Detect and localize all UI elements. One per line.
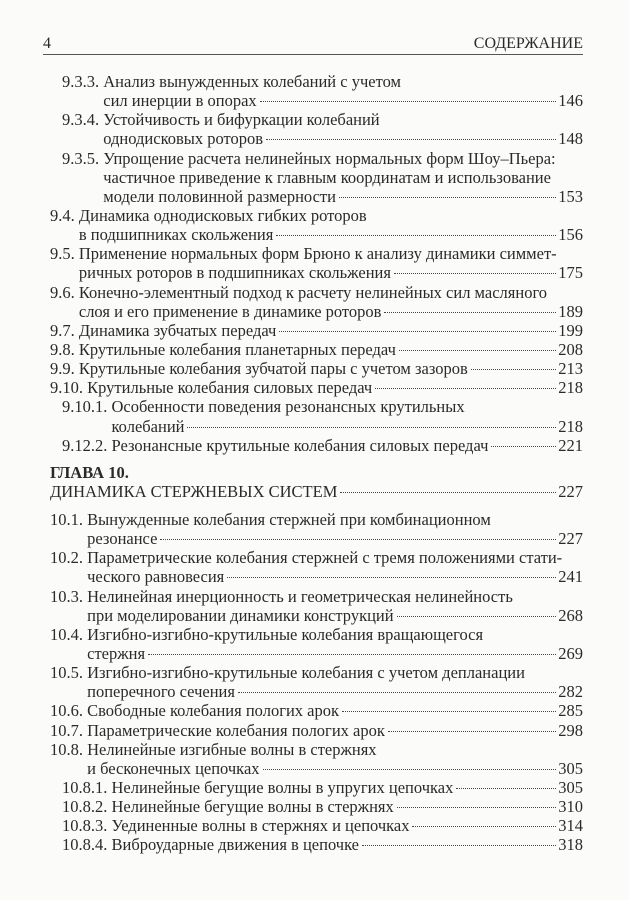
toc-line xyxy=(0,283,583,302)
section-title: Динамика зубчатых передач xyxy=(78,320,277,340)
chapter-title: ДИНАМИКА СТЕРЖНЕВЫХ СИСТЕМ xyxy=(50,482,338,502)
toc-line xyxy=(0,567,583,586)
toc-line xyxy=(0,321,583,340)
section-number: 9.9. xyxy=(50,359,79,379)
page-number: 285 xyxy=(558,701,583,721)
running-title: СОДЕРЖАНИЕ xyxy=(473,35,583,52)
toc-entry[interactable] xyxy=(0,110,583,148)
section-title: Параметрические колебания пологих арок xyxy=(87,720,385,740)
toc-line xyxy=(0,663,583,682)
toc-line xyxy=(0,340,583,359)
page-number: 282 xyxy=(558,682,583,702)
page-number: 318 xyxy=(558,835,583,855)
toc-line xyxy=(0,548,583,567)
dot-leader xyxy=(456,788,556,789)
page-number: 268 xyxy=(558,605,583,625)
section-title: Динамика однодисковых гибких роторов xyxy=(78,205,367,225)
toc-line xyxy=(0,149,583,168)
dot-leader xyxy=(362,845,556,846)
section-number: 10.3. xyxy=(50,586,88,606)
dot-leader xyxy=(399,350,556,351)
toc-line xyxy=(0,302,583,321)
section-number: 9.3.3. xyxy=(62,72,104,91)
section-title: Параметрические колебания стержней с тремя положениями стати- xyxy=(87,548,563,568)
toc-entry[interactable] xyxy=(0,740,583,778)
dot-leader xyxy=(148,654,556,655)
toc-line xyxy=(0,510,583,529)
toc-line xyxy=(0,759,583,778)
section-number: 10.8.3. xyxy=(62,816,112,836)
toc-line xyxy=(0,378,583,397)
toc-entry[interactable] xyxy=(0,436,583,455)
toc-line xyxy=(0,187,583,206)
section-title: поперечного сечения xyxy=(87,682,235,702)
toc-line xyxy=(0,91,583,110)
toc-line xyxy=(0,625,583,644)
toc-entry[interactable] xyxy=(0,149,583,206)
section-title: однодисковых роторов xyxy=(103,129,264,149)
section-title: слоя и его применение в динамике роторов xyxy=(78,301,382,321)
page-number: 305 xyxy=(558,777,583,797)
dot-leader xyxy=(340,492,556,493)
section-title: Крутильные колебания зубчатой пары с учетом зазоров xyxy=(78,359,468,379)
toc-line xyxy=(0,721,583,740)
toc-line xyxy=(0,644,583,663)
section-title: Вынужденные колебания стержней при комбинационном xyxy=(87,510,491,529)
toc-chapter-10-heading xyxy=(0,463,583,501)
toc-entry[interactable] xyxy=(0,835,583,854)
section-title: резонансе xyxy=(87,529,158,549)
section-title: сил инерции в опорах xyxy=(103,91,257,111)
chapter-label-row xyxy=(0,463,583,482)
toc-line xyxy=(0,740,583,759)
toc-line xyxy=(0,682,583,701)
section-title: Конечно-элементный подход к расчету нелинейных сил масляного xyxy=(78,282,548,302)
page-number: 146 xyxy=(558,91,583,111)
toc-line xyxy=(0,417,583,436)
toc-entry[interactable] xyxy=(0,663,583,701)
page-number: 4 xyxy=(43,35,51,52)
page-number: 175 xyxy=(558,263,583,283)
dot-leader xyxy=(412,826,556,827)
section-title: и бесконечных цепочках xyxy=(87,758,260,778)
page-number: 189 xyxy=(558,301,583,321)
toc-line xyxy=(0,397,583,416)
section-title: Устойчивость и бифуркации колебаний xyxy=(103,110,380,130)
toc-entry[interactable] xyxy=(0,797,583,816)
dot-leader xyxy=(342,711,556,712)
page-number: 153 xyxy=(558,186,583,206)
toc-chapter-10-entries xyxy=(0,510,583,855)
page-number: 221 xyxy=(558,435,583,455)
toc-entry[interactable] xyxy=(0,778,583,797)
section-number: 10.8.4. xyxy=(62,835,112,855)
toc-entry[interactable] xyxy=(0,587,583,625)
section-title: Виброударные движения в цепочке xyxy=(111,835,359,855)
section-number: 10.8.1. xyxy=(62,777,112,797)
section-title: Особенности поведения резонансных крутильных xyxy=(111,397,465,417)
toc-line xyxy=(0,129,583,148)
section-title: Нелинейная инерционность и геометрическая нелинейность xyxy=(87,586,513,606)
section-number: 10.7. xyxy=(50,720,88,740)
toc-line xyxy=(0,701,583,720)
dot-leader xyxy=(388,731,556,732)
section-number: 9.3.5. xyxy=(62,148,104,168)
section-number: 9.3.4. xyxy=(62,110,104,130)
dot-leader xyxy=(491,446,556,447)
section-number: 9.10. xyxy=(50,378,88,398)
section-title: Крутильные колебания силовых передач xyxy=(87,378,373,398)
toc-entry[interactable] xyxy=(0,378,583,397)
section-title: Нелинейные бегущие волны в стержнях xyxy=(111,797,394,817)
section-number: 10.5. xyxy=(50,663,88,683)
toc-line xyxy=(0,606,583,625)
toc-entry[interactable] xyxy=(0,625,583,663)
toc-line xyxy=(0,244,583,263)
section-title: Применение нормальных форм Брюно к анализу динамики симмет- xyxy=(78,244,557,264)
dot-leader xyxy=(227,577,556,578)
section-number: 9.7. xyxy=(50,320,79,340)
section-title: Изгибно-изгибно-крутильные колебания вращающегося xyxy=(87,624,484,644)
toc-chapter-9-entries xyxy=(0,72,583,455)
dot-leader xyxy=(375,388,556,389)
page-number: 298 xyxy=(558,720,583,740)
dot-leader xyxy=(260,101,557,102)
section-title: модели половинной размерности xyxy=(103,186,336,206)
dot-leader xyxy=(266,139,556,140)
page-number: 156 xyxy=(558,225,583,245)
section-title: Анализ вынужденных колебаний с учетом xyxy=(103,72,401,91)
toc-line xyxy=(0,797,583,816)
section-number: 9.4. xyxy=(50,205,79,225)
toc-entry[interactable] xyxy=(0,340,583,359)
section-number: 9.5. xyxy=(50,244,79,264)
page-number: 310 xyxy=(558,797,583,817)
toc-entry[interactable] xyxy=(0,510,583,548)
toc-line xyxy=(0,72,583,91)
section-title: Изгибно-изгибно-крутильные колебания с учетом депланации xyxy=(87,663,525,683)
toc-line xyxy=(0,225,583,244)
section-title: при моделировании динамики конструкций xyxy=(87,605,394,625)
section-number: 10.2. xyxy=(50,548,88,568)
dot-leader xyxy=(276,235,556,236)
section-number: 9.10.1. xyxy=(62,397,112,417)
section-title: частичное приведение к главным координатам и использование xyxy=(103,167,551,187)
chapter-title-row[interactable] xyxy=(0,482,583,501)
page-number: 208 xyxy=(558,339,583,359)
page-number: 241 xyxy=(558,567,583,587)
page-number: 148 xyxy=(558,129,583,149)
toc-line xyxy=(0,778,583,797)
section-title: Упрощение расчета нелинейных нормальных форм Шоу–Пьера: xyxy=(103,148,556,168)
section-title: колебаний xyxy=(111,416,185,436)
toc-entry[interactable] xyxy=(0,359,583,378)
toc-entry[interactable] xyxy=(0,701,583,720)
section-title: стержня xyxy=(87,643,146,663)
section-number: 10.8.2. xyxy=(62,797,112,817)
section-title: Нелинейные бегущие волны в упругих цепочках xyxy=(111,777,454,797)
page-number: 314 xyxy=(558,816,583,836)
section-number: 10.4. xyxy=(50,624,88,644)
dot-leader xyxy=(394,273,556,274)
toc-line xyxy=(0,263,583,282)
dot-leader xyxy=(160,539,556,540)
section-number: 10.6. xyxy=(50,701,88,721)
dot-leader xyxy=(397,807,557,808)
toc-entry[interactable] xyxy=(0,206,583,244)
toc-entry[interactable] xyxy=(0,321,583,340)
section-title: Резонансные крутильные колебания силовых передач xyxy=(111,435,489,455)
section-number: 10.1. xyxy=(50,510,88,529)
section-title: Уединенные волны в стержнях и цепочках xyxy=(111,816,410,836)
toc-line xyxy=(0,529,583,548)
toc-line xyxy=(0,587,583,606)
chapter-label: ГЛАВА 10. xyxy=(50,463,129,482)
section-number: 10.8. xyxy=(50,739,88,759)
section-title: Свободные колебания пологих арок xyxy=(87,701,340,721)
toc-line xyxy=(0,835,583,854)
section-number: 9.6. xyxy=(50,282,79,302)
dot-leader xyxy=(263,769,557,770)
page-number: 218 xyxy=(558,416,583,436)
dot-leader xyxy=(238,692,556,693)
section-number: 9.8. xyxy=(50,339,79,359)
toc-entry[interactable] xyxy=(0,721,583,740)
page-number: 305 xyxy=(558,758,583,778)
toc-entry[interactable] xyxy=(0,548,583,586)
toc-line xyxy=(0,168,583,187)
page-number: 213 xyxy=(558,359,583,379)
chapter-page: 227 xyxy=(558,482,583,502)
dot-leader xyxy=(339,197,556,198)
dot-leader xyxy=(384,312,556,313)
dot-leader xyxy=(279,331,556,332)
toc-line xyxy=(0,206,583,225)
toc-entry[interactable] xyxy=(0,72,583,110)
toc-line xyxy=(0,359,583,378)
dot-leader xyxy=(397,616,557,617)
toc-line xyxy=(0,110,583,129)
dot-leader xyxy=(187,427,556,428)
section-title: в подшипниках скольжения xyxy=(78,225,274,245)
toc-line xyxy=(0,436,583,455)
page-number: 218 xyxy=(558,378,583,398)
section-title: ческого равновесия xyxy=(87,567,225,587)
page-number: 227 xyxy=(558,529,583,549)
section-number: 9.12.2. xyxy=(62,435,112,455)
page-number: 199 xyxy=(558,320,583,340)
section-title: Нелинейные изгибные волны в стержнях xyxy=(87,739,377,759)
toc-entry[interactable] xyxy=(0,816,583,835)
section-title: Крутильные колебания планетарных передач xyxy=(78,339,396,359)
page-number: 269 xyxy=(558,643,583,663)
toc-entry[interactable] xyxy=(0,283,583,321)
toc-entry[interactable] xyxy=(0,244,583,282)
running-header xyxy=(43,34,583,55)
toc-entry[interactable] xyxy=(0,397,583,435)
toc-line xyxy=(0,816,583,835)
section-title: ричных роторов в подшипниках скольжения xyxy=(78,263,391,283)
dot-leader xyxy=(471,369,556,370)
